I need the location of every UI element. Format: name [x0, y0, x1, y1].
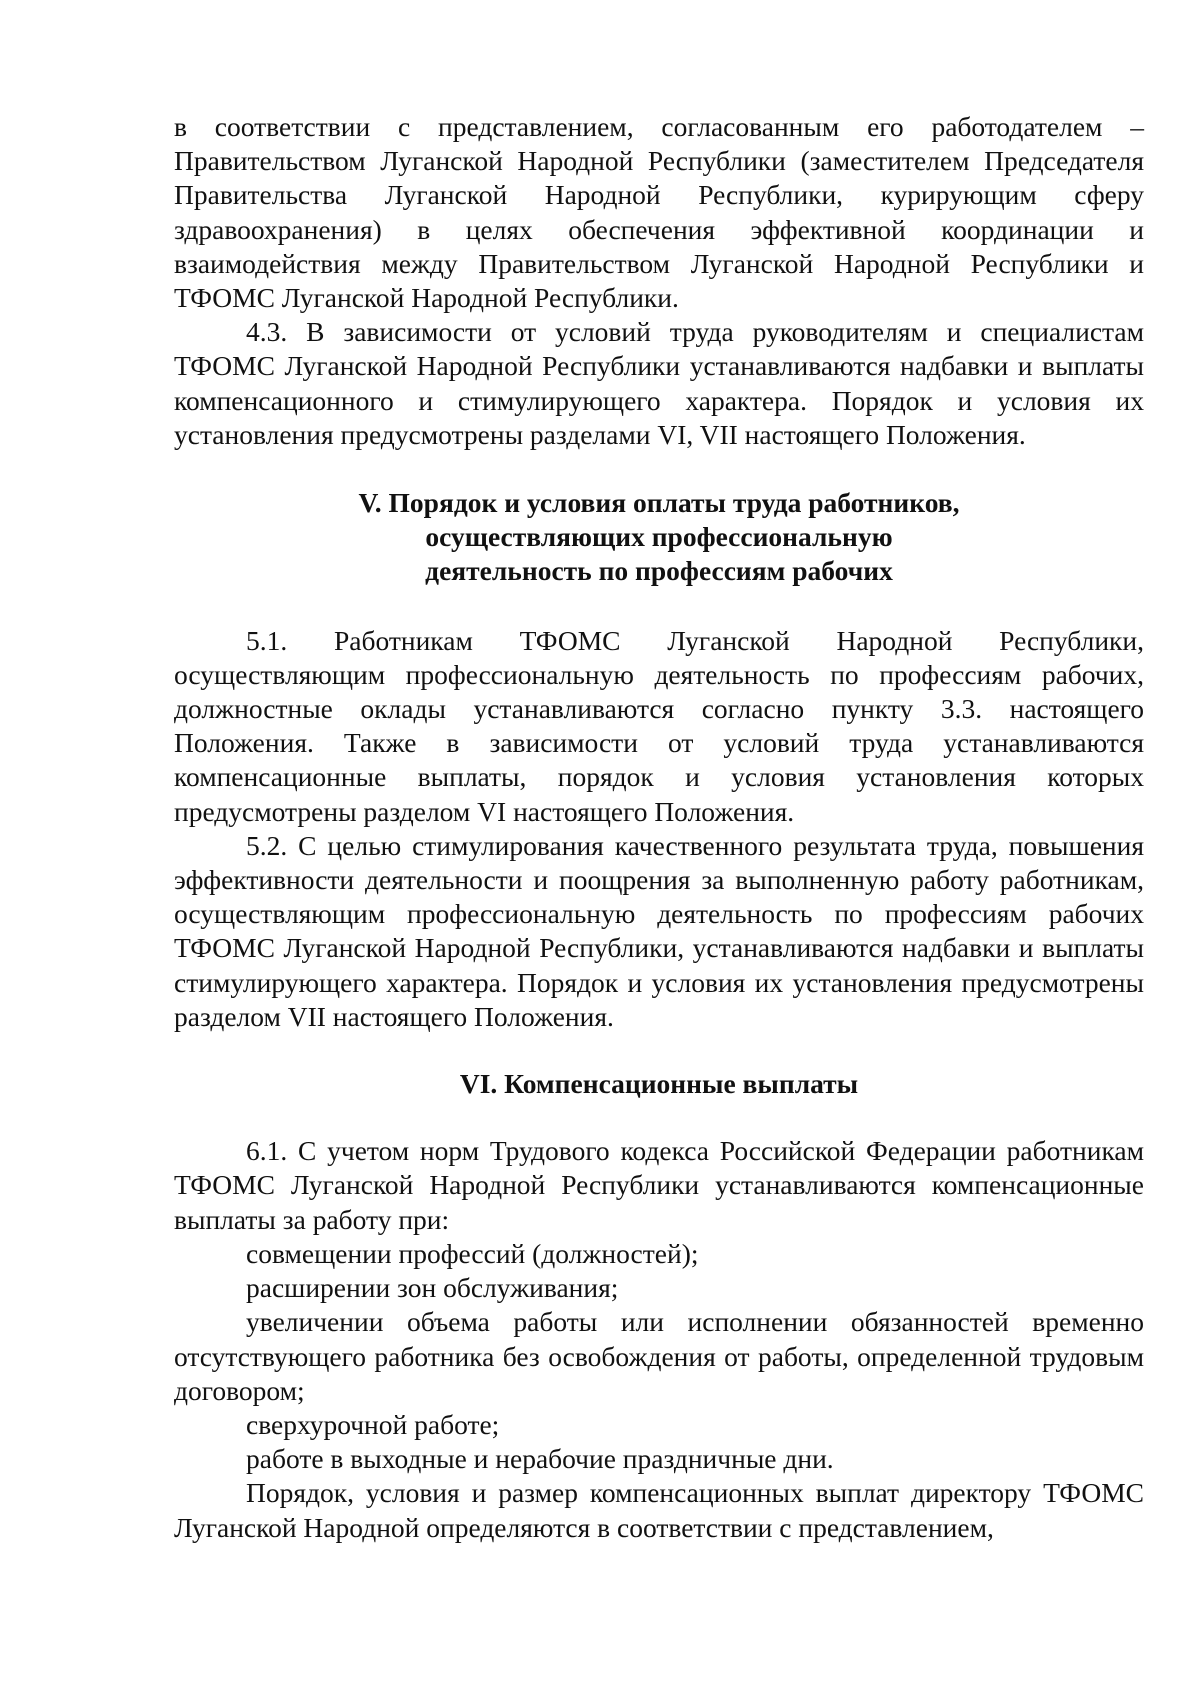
section-5-heading	[174, 486, 1144, 589]
paragraph-intro: в соответствии с представлением, согласованным его работодателем – Правительством Луганской Народной Республики (заместителем Председателя Правительства Луганской Народной Республики, курирующим сферу здравоохранения) в целях обеспечения эффективной координации и взаимодействия между Правительством Луганской Народной Республики и ТФОМС Луганской Народной Республики.	[174, 111, 1144, 314]
list-item: сверхурочной работе;	[246, 1408, 500, 1440]
list-item: увеличении объема работы или исполнении обязанностей временно отсутствующего работника без освобождения от работы, определенной трудовым договором;	[174, 1306, 1144, 1406]
section-5-title-line-2: осуществляющих профессиональную	[425, 521, 893, 553]
paragraph-5-2: 5.2. С целью стимулирования качественного результата труда, повышения эффективности деятельности и поощрения за выполненную работу работникам, осуществляющим профессиональную деятельность по профессиям рабочих ТФОМС Луганской Народной Республики, устанавливаются надбавки и выплаты стимулирующего характера. Порядок и условия их установления предусмотрены разделом VII настоящего Положения.	[174, 829, 1144, 1032]
list-item: совмещении профессий (должностей);	[246, 1237, 699, 1269]
paragraph-6-1: 6.1. С учетом норм Трудового кодекса Российской Федерации работникам ТФОМС Луганской Народной Республики устанавливаются компенсационные выплаты за работу при:	[174, 1135, 1144, 1235]
section-5-title-line-3: деятельность по профессиям рабочих	[425, 555, 893, 587]
paragraph-5-1: 5.1. Работникам ТФОМС Луганской Народной Республики, осуществляющим профессиональную деятельность по профессиям рабочих, должностные оклады устанавливаются согласно пункту 3.3. настоящего Положения. Также в зависимости от условий труда устанавливаются компенсационные выплаты, порядок и условия установления которых предусмотрены разделом VI настоящего Положения.	[174, 624, 1144, 827]
paragraph-final: Порядок, условия и размер компенсационных выплат директору ТФОМС Луганской Народной определяются в соответствии с представлением,	[174, 1477, 1144, 1543]
document-page	[174, 110, 1144, 1545]
list-item: работе в выходные и нерабочие праздничные дни.	[246, 1443, 834, 1475]
paragraph-4-3: 4.3. В зависимости от условий труда руководителям и специалистам ТФОМС Луганской Народной Республики устанавливаются надбавки и выплаты компенсационного и стимулирующего характера. Порядок и условия их установления предусмотрены разделами VI, VII настоящего Положения.	[174, 316, 1144, 450]
section-5-title-line-1: V. Порядок и условия оплаты труда работников,	[358, 487, 960, 519]
list-item: расширении зон обслуживания;	[246, 1272, 619, 1304]
section-6-title: VI. Компенсационные выплаты	[459, 1068, 859, 1100]
